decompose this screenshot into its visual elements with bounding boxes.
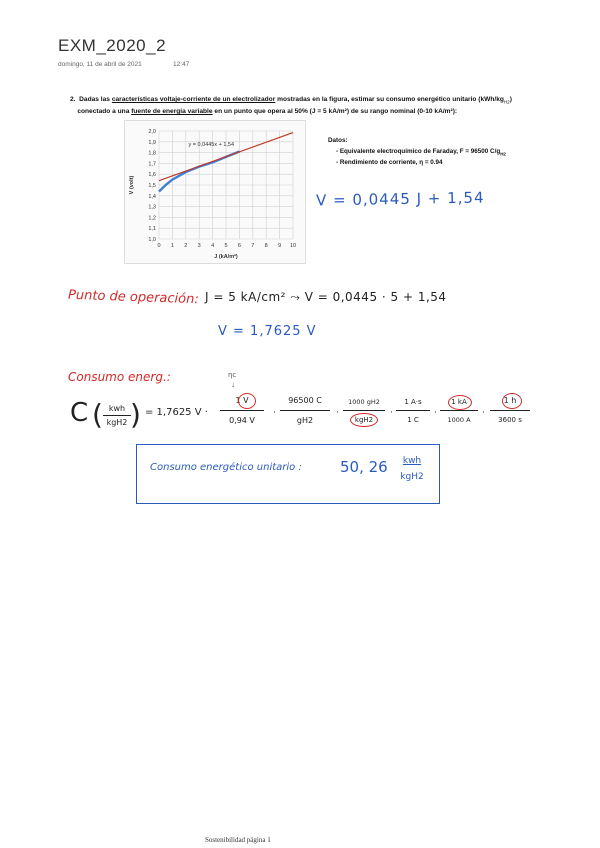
datos-faraday-text: - Equivalente electroquímico de Faraday, F = 96500 C/g bbox=[336, 148, 501, 155]
datos-heading: Datos: bbox=[328, 137, 348, 144]
handwritten-v-result: V = 1,7625 V bbox=[218, 324, 317, 339]
y-tick-label: 1,9 bbox=[148, 139, 156, 146]
frac3-bar bbox=[343, 410, 385, 411]
dot-sep: · bbox=[336, 408, 339, 418]
arrow-down-icon: ↓ bbox=[231, 380, 235, 389]
x-tick-label: 6 bbox=[237, 243, 241, 249]
frac2-bot: gH2 bbox=[296, 416, 314, 425]
handwritten-punto-label: Punto de operación: bbox=[67, 287, 199, 308]
c-equals-value: = 1,7625 V · bbox=[145, 407, 208, 418]
result-unit-num: kwh bbox=[402, 456, 422, 466]
x-tick-label: 9 bbox=[278, 243, 282, 249]
y-tick-label: 1,5 bbox=[148, 183, 156, 189]
y-tick-label: 1,3 bbox=[148, 204, 156, 211]
subscript-h2: H2 bbox=[500, 151, 506, 157]
frac5-bot: 1000 A bbox=[447, 416, 471, 424]
link-variable-source[interactable]: fuente de energía variable bbox=[131, 108, 213, 116]
result-value: 50, 26 bbox=[340, 458, 388, 476]
frac2-bar bbox=[280, 410, 330, 411]
link-characteristics[interactable]: características voltaje-corriente de un electrolizador bbox=[111, 96, 276, 103]
frac6-bot: 3600 s bbox=[498, 416, 522, 424]
handwritten-v-equation: V = 0,0445 J + 1,54 bbox=[315, 188, 485, 210]
question-part: ) bbox=[509, 96, 512, 103]
y-tick-label: 2,0 bbox=[148, 129, 156, 135]
dot-sep: · bbox=[482, 408, 485, 418]
y-tick-label: 1,8 bbox=[148, 150, 156, 157]
x-axis-label: J (kA/m²) bbox=[214, 254, 238, 260]
dot-sep: · bbox=[390, 408, 393, 418]
cancel-circle-v bbox=[238, 393, 256, 409]
question-part: en un punto que opera al 50% (J = 5 kA/m²) de su rango nominal (0-10 kA/m²): bbox=[214, 108, 458, 116]
page-title: EXM_2020_2 bbox=[58, 36, 167, 55]
frac4-bar bbox=[396, 410, 430, 411]
frac3-bot: kgH2 bbox=[354, 416, 374, 424]
c-unit-num: kwh bbox=[108, 404, 126, 413]
cancel-circle-kg bbox=[350, 413, 378, 427]
x-tick-label: 8 bbox=[264, 243, 268, 249]
x-tick-label: 4 bbox=[211, 243, 215, 249]
frac4-bot: 1 C bbox=[407, 416, 419, 424]
question-text bbox=[70, 95, 550, 117]
frac6-top: 1 h bbox=[503, 396, 517, 405]
equation-label: y = 0,0445x + 1,54 bbox=[188, 142, 235, 149]
frac4-top: 1 A·s bbox=[404, 398, 422, 406]
eta-note: ηc bbox=[228, 371, 237, 379]
c-unit-bar bbox=[103, 415, 131, 416]
x-tick-label: 1 bbox=[170, 243, 174, 249]
result-unit-den: kgH2 bbox=[400, 472, 424, 482]
x-tick-label: 7 bbox=[251, 243, 255, 249]
chart-figure bbox=[124, 120, 306, 264]
handwritten-consumo-label: Consumo energ.: bbox=[68, 370, 171, 384]
frac1-top: 1 V bbox=[235, 396, 249, 405]
x-tick-label: 0 bbox=[157, 243, 161, 249]
frac5-bar bbox=[440, 410, 478, 411]
y-axis-label: V (volt) bbox=[129, 175, 135, 195]
footer-text: Sostenibilidad página 1 bbox=[205, 836, 271, 844]
subscript-h2: H2 bbox=[503, 99, 510, 105]
question-part: conectado a una bbox=[77, 108, 130, 116]
frac1-bar bbox=[220, 410, 264, 411]
frac1-bot: 0,94 V bbox=[229, 416, 255, 425]
page-date: domingo, 11 de abril de 2021 bbox=[58, 61, 142, 68]
y-tick-label: 1,6 bbox=[148, 172, 156, 179]
handwritten-punto-equation: J = 5 kA/cm² ⤳ V = 0,0445 · 5 + 1,54 bbox=[205, 290, 447, 304]
c-letter: C bbox=[70, 398, 89, 428]
frac6-bar bbox=[490, 410, 530, 411]
open-paren: ( bbox=[92, 398, 103, 431]
page-time: 12:47 bbox=[173, 61, 190, 68]
x-tick-label: 5 bbox=[224, 243, 228, 249]
dot-sep: · bbox=[434, 408, 437, 418]
result-label: Consumo energético unitario : bbox=[150, 462, 302, 473]
c-unit-den: kgH2 bbox=[106, 418, 128, 427]
cancel-circle-h bbox=[502, 393, 522, 409]
question-number: 2. bbox=[70, 96, 76, 103]
question-part: Dadas las bbox=[79, 96, 110, 103]
y-tick-label: 1,4 bbox=[148, 193, 156, 200]
y-tick-label: 1,7 bbox=[148, 161, 156, 168]
frac5-top: 1 kA bbox=[451, 398, 467, 406]
dot-sep: · bbox=[273, 408, 276, 418]
question-part: mostradas en la figura, estimar su consumo energético unitario (kWh/kg bbox=[277, 96, 504, 103]
datos-efficiency: - Rendimiento de corriente, η = 0.94 bbox=[336, 159, 443, 166]
frac2-top: 96500 C bbox=[288, 396, 322, 405]
x-tick-label: 3 bbox=[197, 243, 201, 249]
cancel-circle-ka bbox=[448, 395, 472, 410]
frac3-top: 1000 gH2 bbox=[348, 398, 380, 406]
y-tick-label: 1,0 bbox=[148, 237, 156, 243]
x-tick-label: 2 bbox=[184, 243, 188, 249]
datos-faraday bbox=[336, 148, 506, 156]
y-tick-label: 1,1 bbox=[148, 226, 156, 233]
close-paren: ) bbox=[130, 398, 141, 431]
y-tick-label: 1,2 bbox=[148, 215, 156, 222]
x-tick-label: 10 bbox=[289, 243, 297, 249]
voltage-current-chart bbox=[125, 121, 305, 263]
